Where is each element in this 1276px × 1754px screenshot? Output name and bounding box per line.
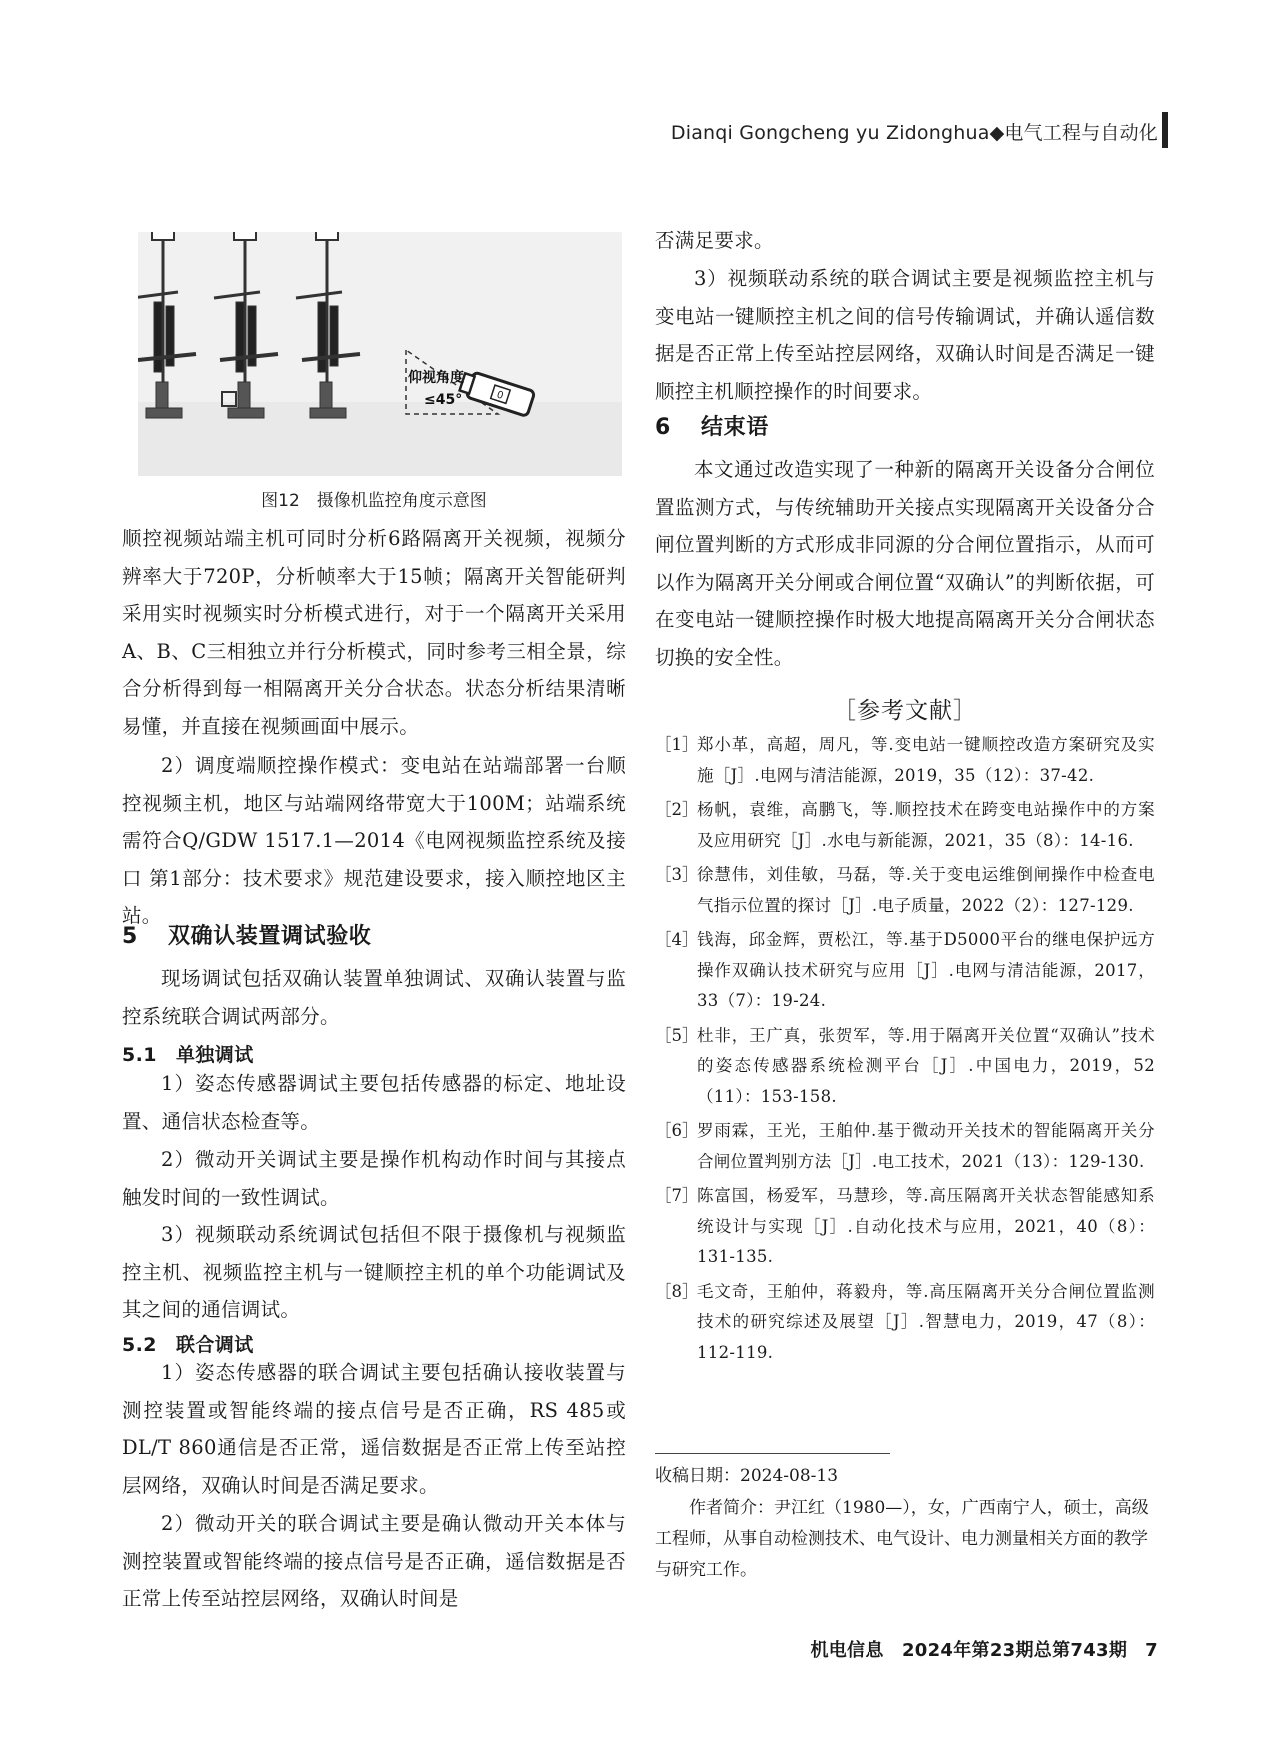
section-heading-5: [122, 919, 371, 950]
section-number: 6: [655, 415, 671, 440]
reference-item: [655, 925, 1155, 1017]
reference-number: ［2］: [655, 800, 699, 819]
reference-text: 陈富国，杨爱军，马慧珍，等.高压隔离开关状态智能感知系统设计与实现［J］.自动化技术与应用，2021，40（8）：131-135.: [697, 1186, 1155, 1266]
section-title: 结束语: [701, 415, 769, 440]
paragraph: 2）微动开关调试主要是操作机构动作时间与其接点触发时间的一致性调试。: [122, 1148, 626, 1209]
paragraph: 本文通过改造实现了一种新的隔离开关设备分合闸位置监测方式，与传统辅助开关接点实现隔离开关设备分合闸位置判断的方式形成非同源的分合闸位置指示，从而可以作为隔离开关分闸或合闸位置“双确认”的判断依据，可在变电站一键顺控操作时极大地提高隔离开关分合闸状态切换的安全性。: [655, 458, 1155, 669]
reference-text: 郑小革，高超，周凡，等.变电站一键顺控改造方案研究及实施［J］.电网与清洁能源，2019，35（12）：37-42.: [697, 735, 1155, 785]
reference-number: ［1］: [655, 735, 699, 754]
reference-item: [655, 860, 1155, 921]
reference-number: ［6］: [655, 1121, 699, 1140]
figure-camera-angle: [138, 232, 622, 476]
paragraph: 3）视频联动系统的联合调试主要是视频监控主机与变电站一键顺控主机之间的信号传输调试，并确认遥信数据是否正常上传至站控层网络，双确认时间是否满足一键顺控主机顺控操作的时间要求。: [655, 267, 1155, 403]
received-date: 收稿日期：2024-08-13: [655, 1466, 839, 1486]
reference-text: 杨帆，袁维，高鹏飞，等.顺控技术在跨变电站操作中的方案及应用研究［J］.水电与新能源，2021，35（8）：14-16.: [697, 800, 1155, 850]
reference-item: [655, 1181, 1155, 1273]
subsection-title: 联合调试: [176, 1334, 254, 1356]
paragraph: 3）视频联动系统调试包括但不限于摄像机与视频监控主机、视频监控主机与一键顺控主机的单个功能调试及其之间的通信调试。: [122, 1223, 626, 1321]
paragraph: 1）姿态传感器调试主要包括传感器的标定、地址设置、通信状态检查等。: [122, 1072, 626, 1133]
reference-item: [655, 1116, 1155, 1177]
disconnect-switch-c: [296, 232, 360, 418]
subsection-number: 5.2: [122, 1334, 157, 1356]
paragraph: 现场调试包括双确认装置单独调试、双确认装置与监控系统联合调试两部分。: [122, 967, 626, 1028]
section-title: 双确认装置调试验收: [168, 924, 372, 949]
reference-text: 罗雨霖，王光，王舶仲.基于微动开关技术的智能隔离开关分合闸位置判别方法［J］.电工技术，2021（13）：129-130.: [697, 1121, 1155, 1171]
references-list: [655, 730, 1155, 1372]
footnote-divider: [655, 1453, 890, 1454]
subsection-heading-5-1: [122, 1040, 254, 1067]
reference-item: [655, 1021, 1155, 1113]
paragraph: 2）调度端顺控操作模式：变电站在站端部署一台顺控视频主机，地区与站端网络带宽大于100M；站端系统需符合Q/GDW 1517.1—2014《电网视频监控系统及接口 第1部分：技术要求》规范建设要求，接入顺控地区主站。: [122, 754, 626, 927]
figure-caption: 图12 摄像机监控角度示意图: [261, 491, 487, 511]
subsection-title: 单独调试: [176, 1044, 254, 1066]
angle-label-line2: ≤45°: [424, 392, 463, 408]
paragraph: 否满足要求。: [655, 229, 774, 252]
header-bar: [1162, 112, 1168, 148]
subsection-number: 5.1: [122, 1044, 157, 1066]
section-number: 5: [122, 924, 138, 949]
svg-text:0: 0: [495, 389, 505, 402]
author-bio: 作者简介：尹江红（1980—），女，广西南宁人，硕士，高级工程师，从事自动检测技术、电气设计、电力测量相关方面的教学与研究工作。: [655, 1498, 1149, 1580]
reference-number: ［8］: [655, 1281, 699, 1301]
reference-number: ［7］: [655, 1186, 699, 1205]
page-footer: [810, 1636, 1158, 1662]
page-number: 7: [1145, 1640, 1158, 1661]
subsection-heading-5-2: [122, 1330, 254, 1357]
angle-label-line1: 仰视角度: [408, 370, 464, 386]
section-heading-6: [655, 410, 769, 441]
reference-number: ［3］: [655, 865, 699, 884]
disconnect-switch-a: [138, 232, 196, 418]
reference-number: ［5］: [655, 1025, 699, 1045]
disconnect-switch-b: [214, 232, 278, 418]
reference-item: [655, 1277, 1155, 1369]
reference-text: 毛文奇，王舶仲，蒋毅舟，等.高压隔离开关分合闸位置监测技术的研究综述及展望［J］.智慧电力，2019，47（8）：112-119.: [697, 1281, 1155, 1362]
reference-number: ［4］: [655, 930, 699, 949]
figure-illustration: [138, 232, 622, 476]
reference-text: 钱海，邱金辉，贾松江，等.基于D5000平台的继电保护远方操作双确认技术研究与应用［J］.电网与清洁能源，2017，33（7）：19-24.: [697, 930, 1155, 1010]
paragraph: 顺控视频站端主机可同时分析6路隔离开关视频，视频分辨率大于720P，分析帧率大于15帧；隔离开关智能研判采用实时视频实时分析模式进行，对于一个隔离开关采用A、B、C三相独立并行分析模式，同时参考三相全景，综合分析得到每一相隔离开关分合状态。状态分析结果清晰易懂，并直接在视频画面中展示。: [122, 527, 626, 738]
reference-text: 徐慧伟，刘佳敏，马磊，等.关于变电运维倒闸操作中检查电气指示位置的探讨［J］.电子质量，2022（2）：127-129.: [697, 865, 1155, 915]
reference-item: [655, 795, 1155, 856]
reference-text: 杜非，王广真，张贺军，等.用于隔离开关位置“双确认”技术的姿态传感器系统检测平台［J］.中国电力，2019，52（11）：153-158.: [697, 1025, 1155, 1106]
references-title: ［参考文献］: [833, 698, 977, 724]
running-header: Dianqi Gongcheng yu Zidonghua◆电气工程与自动化: [670, 122, 1158, 144]
paragraph: 1）姿态传感器的联合调试主要包括确认接收装置与测控装置或智能终端的接点信号是否正确，RS 485或DL/T 860通信是否正常，遥信数据是否正常上传至站控层网络，双确认时间是否满足要求。: [122, 1361, 626, 1497]
journal-issue: 机电信息 2024年第23期总第743期: [810, 1640, 1128, 1661]
reference-item: [655, 730, 1155, 791]
paragraph: 2）微动开关的联合调试主要是确认微动开关本体与测控装置或智能终端的接点信号是否正确，遥信数据是否正常上传至站控层网络，双确认时间是: [122, 1512, 626, 1610]
